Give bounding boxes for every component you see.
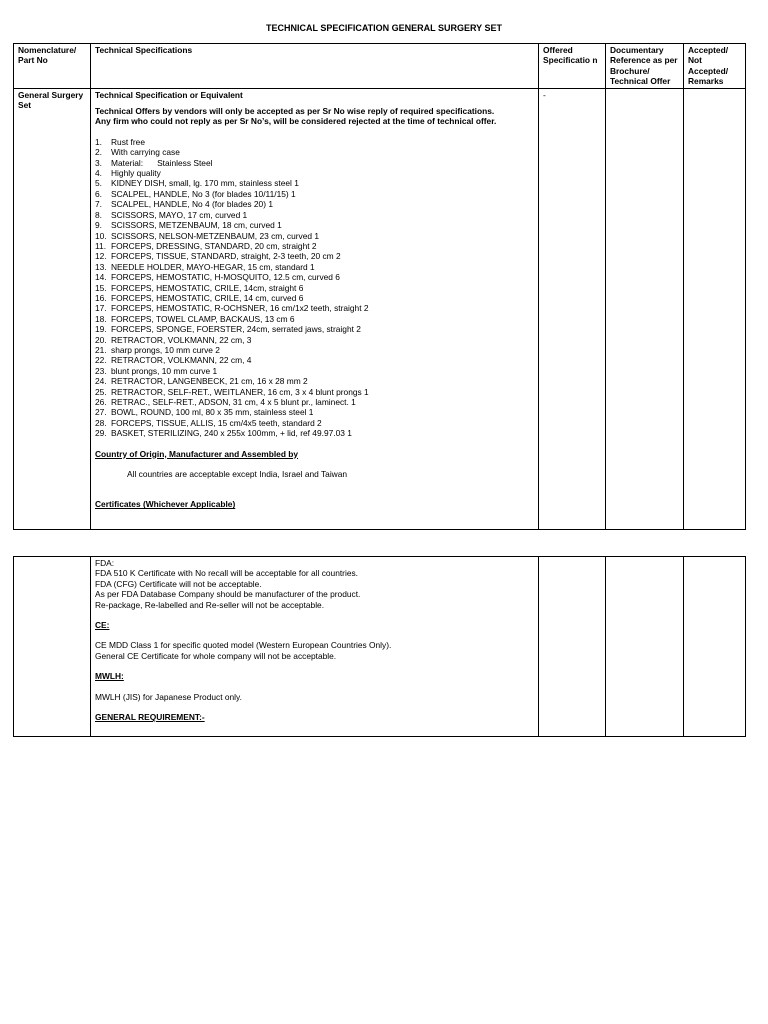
header-offered-specification: Offered Specificatio n	[539, 44, 606, 89]
spec-item-number: 14.	[95, 272, 107, 283]
header-technical-specifications: Technical Specifications	[91, 44, 539, 89]
spec-item-number: 1.	[95, 136, 102, 147]
fda-line: FDA (CFG) Certificate will not be acceptable.	[95, 578, 262, 589]
spec-item	[95, 314, 534, 324]
documentary-cell	[606, 88, 684, 529]
offered-cell: -	[539, 88, 606, 529]
header-documentary-reference: Documentary Reference as per Brochure/ Technical Offer	[606, 44, 684, 89]
spec-item-number: 27.	[95, 407, 107, 418]
table-row	[14, 557, 746, 737]
spec-item-text: SCISSORS, MAYO, 17 cm, curved 1	[111, 209, 248, 220]
ce-line: CE MDD Class 1 for specific quoted model (Western European Countries Only).	[95, 640, 392, 651]
spec-item-number: 15.	[95, 282, 107, 293]
spec-item-text: RETRACTOR, SELF-RET., WEITLANER, 16 cm, 3 x 4 blunt prongs 1	[111, 386, 369, 397]
spec-item-number: 26.	[95, 397, 107, 407]
spec-item-text: RETRACTOR, LANGENBECK, 21 cm, 16 x 28 mm 2	[111, 376, 308, 387]
spec-item	[95, 387, 534, 397]
certificates-heading: Certificates (Whichever Applicable)	[95, 499, 236, 510]
spec-item-text: BOWL, ROUND, 100 ml, 80 x 35 mm, stainless steel 1	[111, 407, 314, 418]
spec-item	[95, 168, 534, 178]
spec-item-number: 21.	[95, 344, 107, 355]
origin-heading: Country of Origin, Manufacturer and Assembled by	[95, 448, 299, 459]
spec-item	[95, 178, 534, 188]
mwlh-text: MWLH (JIS) for Japanese Product only.	[95, 691, 242, 702]
spec-item-text: Material: Stainless Steel	[111, 157, 213, 168]
fda-line: FDA 510 K Certificate with No recall will be acceptable for all countries.	[95, 568, 358, 579]
spec-item	[95, 418, 534, 428]
nomenclature-cell: General Surgery Set	[14, 88, 91, 529]
spec-item-number: 22.	[95, 355, 107, 366]
spec-item	[95, 345, 534, 355]
spec-item	[95, 147, 534, 157]
spec-item-number: 6.	[95, 188, 102, 199]
spec-item-text: NEEDLE HOLDER, MAYO-HEGAR, 15 cm, standard 1	[111, 261, 315, 272]
spec-item-text: RETRAC., SELF-RET., ADSON, 31 cm, 4 x 5 blunt pr., laminect. 1	[111, 397, 356, 407]
fda-line: Re-package, Re-labelled and Re-seller will not be acceptable.	[95, 599, 325, 610]
spec-item	[95, 303, 534, 313]
spec-item	[95, 231, 534, 241]
header-nomenclature: Nomenclature/ Part No	[14, 44, 91, 89]
spec-item-number: 7.	[95, 199, 102, 210]
nomenclature-cell	[14, 557, 91, 737]
spec-item-text: Rust free	[111, 136, 145, 147]
spec-item	[95, 366, 534, 376]
spec-item-number: 16.	[95, 292, 107, 303]
spec-item-text: KIDNEY DISH, small, lg. 170 mm, stainless steel 1	[111, 178, 299, 189]
spec-item	[95, 376, 534, 386]
accepted-cell	[684, 557, 746, 737]
spec-item	[95, 137, 534, 147]
ce-line: General CE Certificate for whole company will not be acceptable.	[95, 650, 337, 661]
technical-spec-cell	[91, 88, 539, 529]
general-requirement-heading: GENERAL REQUIREMENT:-	[95, 712, 205, 723]
item-list	[95, 137, 534, 439]
spec-item-text: SCISSORS, METZENBAUM, 18 cm, curved 1	[111, 220, 282, 231]
spec-item-number: 3.	[95, 157, 102, 168]
certificates-cell	[91, 557, 539, 737]
specification-table	[13, 43, 746, 530]
spec-item-text: RETRACTOR, VOLKMANN, 22 cm, 4	[111, 355, 252, 366]
spec-item-text: FORCEPS, HEMOSTATIC, H-MOSQUITO, 12.5 cm, curved 6	[111, 272, 340, 283]
spec-item-text: FORCEPS, DRESSING, STANDARD, 20 cm, straight 2	[111, 240, 317, 251]
spec-item	[95, 355, 534, 365]
vendor-note-2: Any firm who could not reply as per Sr No’s, will be considered rejected at the time of technical offer.	[95, 116, 497, 127]
spec-item	[95, 189, 534, 199]
spec-item-text: Highly quality	[111, 168, 161, 179]
spec-item	[95, 241, 534, 251]
spec-item-text: FORCEPS, TISSUE, ALLIS, 15 cm/4x5 teeth, standard 2	[111, 417, 322, 428]
spec-heading: Technical Specification or Equivalent	[95, 89, 243, 100]
spec-item	[95, 324, 534, 334]
spec-item	[95, 251, 534, 261]
offered-cell	[539, 557, 606, 737]
spec-item-number: 23.	[95, 365, 107, 376]
spec-item	[95, 272, 534, 282]
spec-item-number: 11.	[95, 240, 107, 251]
document-title: TECHNICAL SPECIFICATION GENERAL SURGERY SET	[265, 23, 503, 33]
header-accepted-remarks: Accepted/ Not Accepted/ Remarks	[684, 44, 746, 89]
spec-item-number: 9.	[95, 220, 102, 231]
spec-item	[95, 335, 534, 345]
spec-item-number: 12.	[95, 251, 107, 262]
spec-item-text: With carrying case	[111, 147, 180, 158]
spec-item-text: FORCEPS, SPONGE, FOERSTER, 24cm, serrated jaws, straight 2	[111, 324, 361, 335]
spec-item-number: 29.	[95, 428, 107, 439]
spec-item	[95, 293, 534, 303]
spec-item-number: 10.	[95, 230, 107, 241]
spec-item-number: 17.	[95, 303, 107, 314]
spec-item-text: FORCEPS, HEMOSTATIC, R-OCHSNER, 16 cm/1x2 teeth, straight 2	[111, 303, 369, 314]
spec-item-text: RETRACTOR, VOLKMANN, 22 cm, 3	[111, 334, 252, 345]
spec-item	[95, 283, 534, 293]
fda-heading: FDA:	[95, 558, 115, 568]
spec-item-number: 18.	[95, 313, 107, 324]
spec-item	[95, 158, 534, 168]
spec-item-number: 24.	[95, 376, 107, 387]
spec-item-number: 2.	[95, 147, 102, 158]
spec-item-number: 4.	[95, 168, 102, 179]
spec-item-text: FORCEPS, HEMOSTATIC, CRILE, 14cm, straight 6	[111, 282, 304, 293]
spec-item-text: sharp prongs, 10 mm curve 2	[111, 344, 220, 355]
origin-text: All countries are acceptable except India, Israel and Taiwan	[127, 469, 348, 480]
spec-item-number: 25.	[95, 386, 107, 397]
spec-item-number: 8.	[95, 209, 102, 220]
spec-item	[95, 407, 534, 417]
spec-item-number: 13.	[95, 261, 107, 272]
vendor-note-1: Technical Offers by vendors will only be accepted as per Sr No wise reply of required specifications.	[95, 106, 495, 117]
spec-item-number: 19.	[95, 324, 107, 335]
spec-item	[95, 220, 534, 230]
spec-item-text: SCISSORS, NELSON-METZENBAUM, 23 cm, curved 1	[111, 230, 320, 241]
spec-item-text: SCALPEL, HANDLE, No 3 (for blades 10/11/15) 1	[111, 188, 296, 199]
spec-item	[95, 199, 534, 209]
table-row	[14, 88, 746, 529]
spec-item-number: 5.	[95, 178, 102, 189]
accepted-cell	[684, 88, 746, 529]
certificates-table	[13, 556, 746, 737]
spec-item-text: FORCEPS, TISSUE, STANDARD, straight, 2-3 teeth, 20 cm 2	[111, 251, 341, 262]
spec-item-text: FORCEPS, TOWEL CLAMP, BACKAUS, 13 cm 6	[111, 313, 295, 324]
spec-item	[95, 262, 534, 272]
table-header-row	[14, 44, 746, 89]
documentary-cell	[606, 557, 684, 737]
spec-item-text: SCALPEL, HANDLE, No 4 (for blades 20) 1	[111, 199, 273, 210]
mwlh-heading: MWLH:	[95, 671, 124, 682]
spec-item-text: blunt prongs, 10 mm curve 1	[111, 365, 218, 376]
fda-line: As per FDA Database Company should be manufacturer of the product.	[95, 589, 361, 600]
spec-item-text: FORCEPS, HEMOSTATIC, CRILE, 14 cm, curved 6	[111, 292, 304, 303]
spec-item-text: BASKET, STERILIZING, 240 x 255x 100mm, + lid, ref 49.97.03 1	[111, 428, 352, 439]
spec-item	[95, 210, 534, 220]
spec-item-number: 20.	[95, 334, 107, 345]
spec-item	[95, 428, 534, 438]
ce-heading: CE:	[95, 620, 110, 631]
spec-item	[95, 397, 534, 407]
spec-item-number: 28.	[95, 417, 107, 428]
